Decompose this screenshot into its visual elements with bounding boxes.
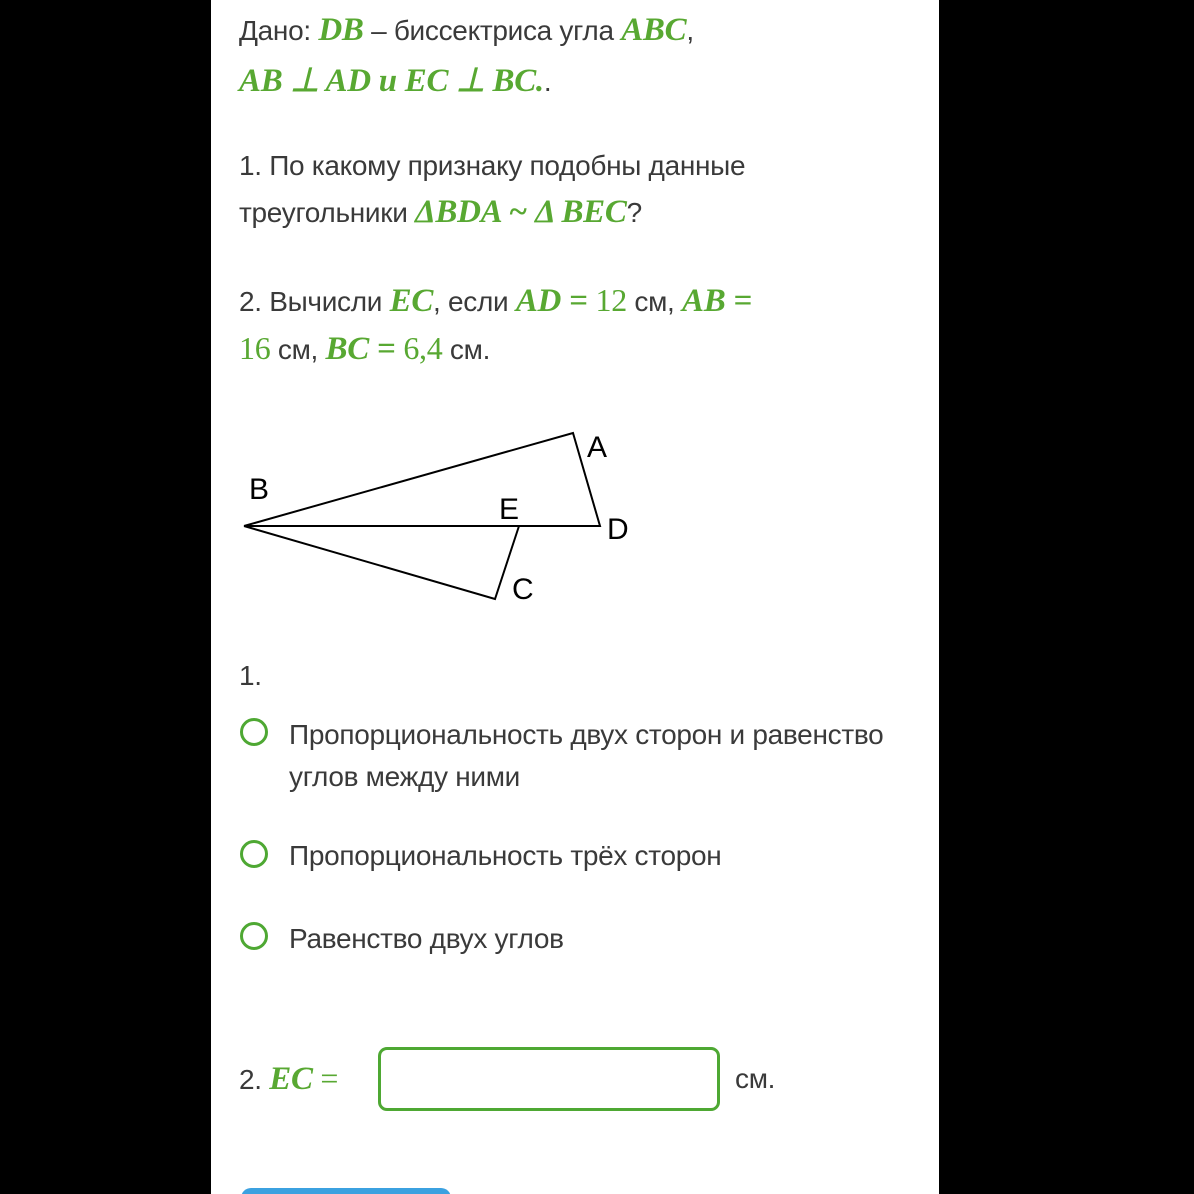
bc-value: 6,4 [403, 330, 443, 366]
label-d: D [607, 513, 629, 546]
given-comma: , [686, 15, 694, 46]
if-text: , если [433, 286, 516, 317]
question-2-line-1 [239, 282, 752, 320]
part-2-prefix: 2. [239, 1064, 270, 1095]
option-1-radio[interactable] [240, 718, 268, 746]
ad-value: 12 [595, 282, 627, 318]
segment-ab: AB = [682, 283, 752, 319]
question-2-prefix: 2. Вычисли [239, 286, 390, 317]
question-mark: ? [626, 197, 642, 228]
given-dash-text: – биссектриса угла [363, 15, 622, 46]
given-prefix: Дано: [239, 15, 319, 46]
part-2-equals: = [312, 1060, 339, 1096]
angle-abc: ABC [621, 12, 687, 48]
ec-answer-input[interactable] [378, 1047, 720, 1111]
perpendicular-conditions: AB ⊥ AD и EC ⊥ BC. [239, 63, 544, 99]
part-2-label [239, 1060, 338, 1098]
label-a: A [587, 431, 608, 464]
part-2-ec: EC [269, 1061, 313, 1097]
label-b: B [249, 473, 270, 506]
triangle-bda [244, 433, 600, 526]
question-2-line-2 [239, 330, 490, 368]
given-line-2 [239, 60, 551, 100]
option-1-label[interactable]: Пропорциональность двух сторон и равенство углов между ними [289, 719, 884, 792]
given-trailing-dot: . [543, 66, 552, 97]
segment-bc: BC = [325, 331, 404, 367]
task-page [211, 0, 939, 1194]
option-2-label[interactable]: Пропорциональность трёх сторон [289, 840, 722, 871]
given-line-1 [239, 12, 694, 49]
unit-cm-2: см, [270, 334, 326, 365]
option-2-radio[interactable] [240, 840, 268, 868]
question-1-line-1: 1. По какому признаку подобны данные [239, 150, 746, 181]
label-e: E [499, 493, 520, 526]
label-c: C [512, 573, 534, 606]
ab-value: 16 [239, 330, 271, 366]
geometry-figure [211, 415, 651, 615]
segment-ec: EC [389, 283, 434, 319]
similarity-expression: ΔBDA ~ Δ BEC [415, 194, 627, 230]
question-1-line-2 [239, 194, 642, 231]
part-2-unit: см. [735, 1063, 776, 1094]
figure-lines [244, 433, 600, 599]
segment-ad: AD = [515, 283, 596, 319]
segment-db: DB [318, 12, 364, 48]
unit-cm-1: см, [626, 286, 682, 317]
question-1-prefix: треугольники [239, 197, 416, 228]
submit-button[interactable] [241, 1188, 451, 1194]
option-3-radio[interactable] [240, 922, 268, 950]
unit-cm-3: см. [442, 334, 491, 365]
option-3-label[interactable]: Равенство двух углов [289, 923, 564, 954]
part-1-label: 1. [239, 660, 262, 691]
triangle-bec [244, 526, 519, 599]
